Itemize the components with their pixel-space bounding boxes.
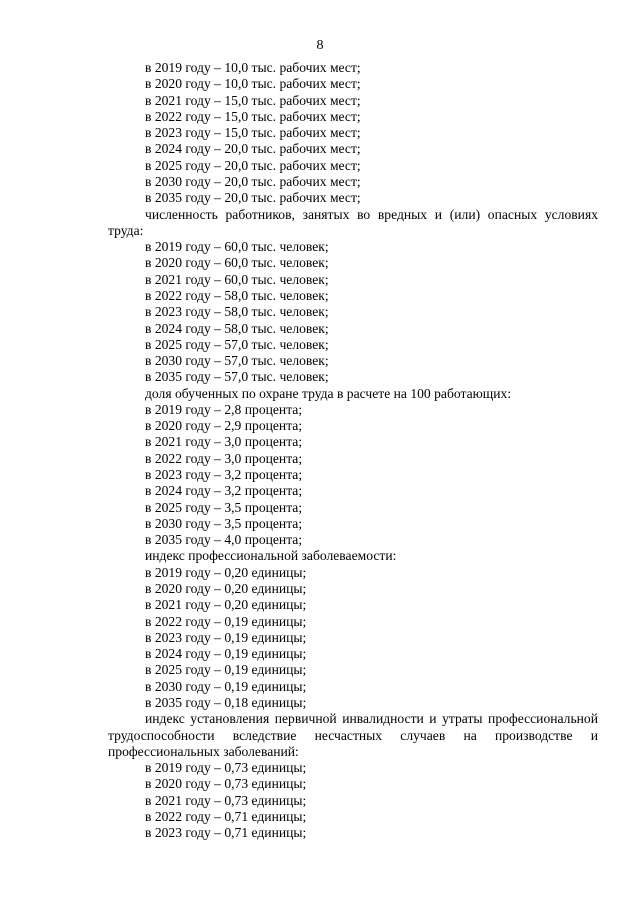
list-item: в 2020 году – 0,73 единицы; <box>145 776 307 792</box>
list-item: в 2021 году – 3,0 процента; <box>145 434 303 450</box>
list-item: в 2022 году – 58,0 тыс. человек; <box>145 287 329 303</box>
list-item: в 2020 году – 0,20 единицы; <box>145 581 307 596</box>
list-item: в 2021 году – 0,73 единицы; <box>145 792 307 808</box>
list-item: в 2019 году – 10,0 тыс. рабочих мест; <box>145 60 361 75</box>
list-item: в 2022 году – 15,0 тыс. рабочих мест; <box>145 108 361 124</box>
list-item: в 2019 году – 60,0 тыс. человек; <box>145 239 329 255</box>
list-item: в 2019 году – 0,20 единицы; <box>145 564 307 580</box>
list-item: в 2025 году – 3,5 процента; <box>145 499 303 515</box>
section-heading: индекс установления первичной инвалидности и утраты профессиональной трудоспособности вследствие несчастных случаев на производстве и профессиональных заболеваний: <box>108 711 598 759</box>
list-item: в 2025 году – 20,0 тыс. рабочих мест; <box>145 157 361 173</box>
list-item: в 2022 году – 0,71 единицы; <box>145 808 307 824</box>
list-item: в 2020 году – 10,0 тыс. рабочих мест; <box>145 76 361 92</box>
list-item: в 2023 году – 15,0 тыс. рабочих мест; <box>145 125 361 141</box>
list-item: в 2030 году – 0,19 единицы; <box>145 678 307 694</box>
section-heading: доля обученных по охране труда в расчете на 100 работающих: <box>145 385 512 401</box>
section-disability-index <box>108 711 598 841</box>
section-heading: численность работников, занятых во вредных и (или) опасных условиях труда: <box>108 206 598 238</box>
list-item: в 2019 году – 2,8 процента; <box>145 401 303 417</box>
list-item: в 2020 году – 60,0 тыс. человек; <box>145 255 329 271</box>
list-item: в 2024 году – 58,0 тыс. человек; <box>145 320 329 336</box>
list-item: в 2023 году – 0,71 единицы; <box>145 825 307 841</box>
section-training-share <box>108 386 598 549</box>
list-item: в 2035 году – 57,0 тыс. человек; <box>145 369 329 385</box>
list-item: в 2023 году – 0,19 единицы; <box>145 629 307 645</box>
list-item: в 2021 году – 15,0 тыс. рабочих мест; <box>145 92 361 108</box>
list-item: в 2022 году – 3,0 процента; <box>145 450 303 466</box>
list-item: в 2023 году – 58,0 тыс. человек; <box>145 304 329 320</box>
list-item: в 2023 году – 3,2 процента; <box>145 467 303 483</box>
list-item: в 2022 году – 0,19 единицы; <box>145 613 307 629</box>
list-item: в 2021 году – 0,20 единицы; <box>145 597 307 613</box>
page-number: 8 <box>316 38 324 53</box>
list-item: в 2035 году – 0,18 единицы; <box>145 694 307 710</box>
section-heading: индекс профессиональной заболеваемости: <box>145 548 397 564</box>
list-item: в 2030 году – 20,0 тыс. рабочих мест; <box>145 173 361 189</box>
list-item: в 2024 году – 0,19 единицы; <box>145 646 307 662</box>
list-item: в 2021 году – 60,0 тыс. человек; <box>145 271 329 287</box>
list-item: в 2025 году – 0,19 единицы; <box>145 662 307 678</box>
list-item: в 2020 году – 2,9 процента; <box>145 418 303 434</box>
list-item: в 2025 году – 57,0 тыс. человек; <box>145 336 329 352</box>
list-item: в 2019 году – 0,73 единицы; <box>145 760 307 776</box>
list-item: в 2030 году – 3,5 процента; <box>145 515 303 531</box>
list-item: в 2024 году – 3,2 процента; <box>145 483 303 499</box>
list-item: в 2035 году – 20,0 тыс. рабочих мест; <box>145 190 361 206</box>
list-item: в 2030 году – 57,0 тыс. человек; <box>145 353 329 369</box>
list-item: в 2024 году – 20,0 тыс. рабочих мест; <box>145 141 361 157</box>
section-occupational-disease-index <box>108 548 598 711</box>
document-body <box>108 60 598 842</box>
list-item: в 2035 году – 4,0 процента; <box>145 532 303 548</box>
section-jobs <box>108 60 598 207</box>
section-hazardous-workers <box>108 207 598 386</box>
